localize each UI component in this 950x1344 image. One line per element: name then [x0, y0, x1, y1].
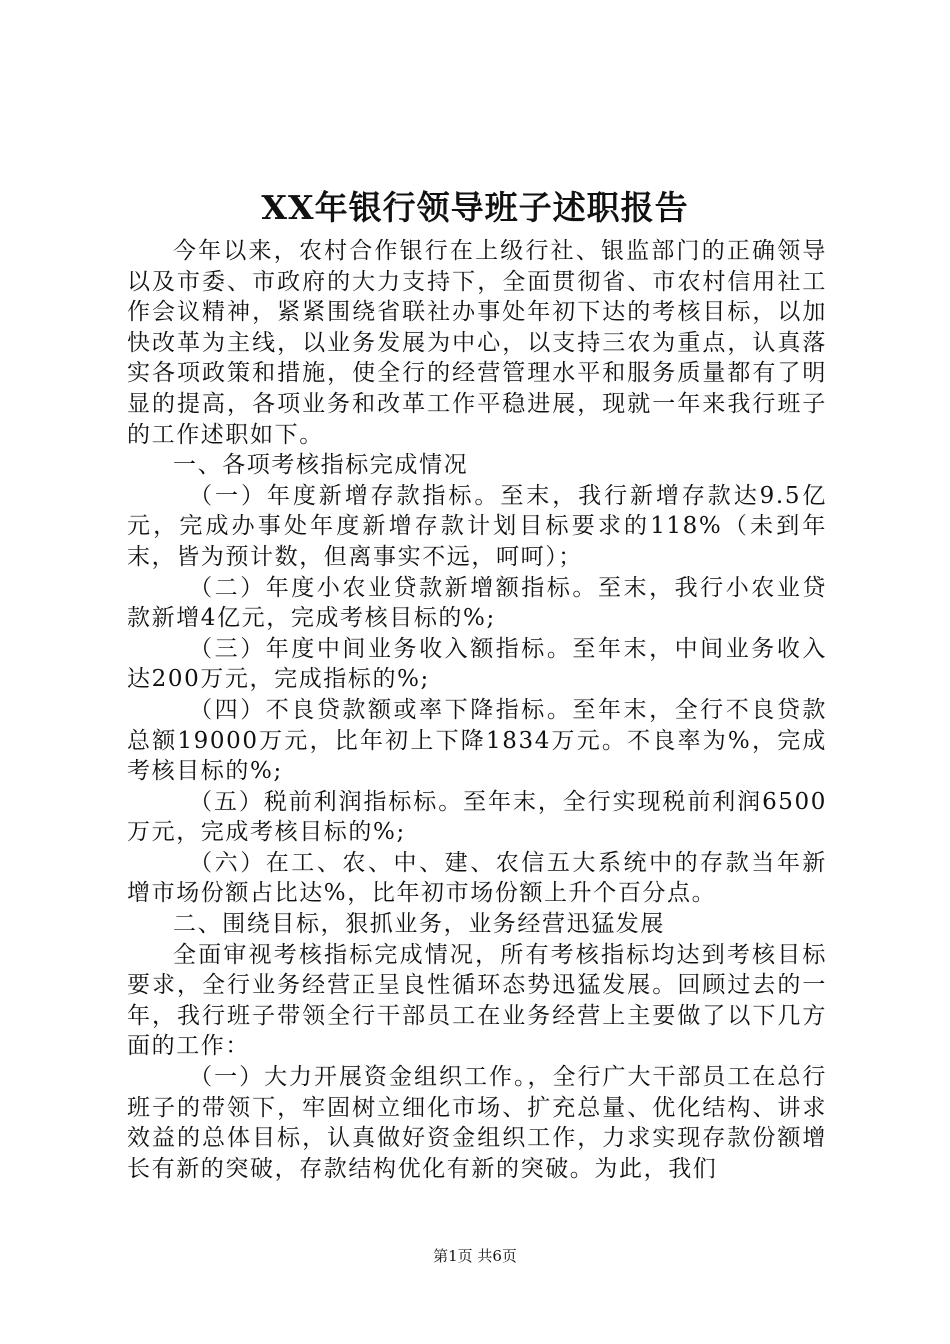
- page-number-footer: 第1页 共6页: [433, 1247, 517, 1265]
- document-body: [127, 236, 827, 1184]
- section-heading-2: 二、围绕目标，狠抓业务，业务经营迅猛发展: [173, 911, 665, 938]
- paragraph-intro: 今年以来，农村合作银行在上级行社、银监部门的正确领导以及市委、市政府的大力支持下，全面贯彻省、市农村信用社工作会议精神，紧紧围绕省联社办事处年初下达的考核目标，以加快改革为主线，以业务发展为中心，以支持三农为重点，认真落实各项政策和措施，使全行的经营管理水平和服务质量都有了明显的提高，各项业务和改革工作平稳进展，现就一年来我行班子的工作述职如下。: [127, 238, 827, 448]
- paragraph-review: 全面审视考核指标完成情况，所有考核指标均达到考核目标要求，全行业务经营正呈良性循环态势迅猛发展。回顾过去的一年，我行班子带领全行干部员工在业务经营上主要做了以下几方面的工作：: [127, 941, 827, 1060]
- paragraph-item-4: （四）不良贷款额或率下降指标。至年末，全行不良贷款总额19000万元，比年初上下降1834万元。不良率为%，完成考核目标的%;: [127, 696, 827, 785]
- paragraph-item-6: （六）在工、农、中、建、农信五大系统中的存款当年新增市场份额占比达%，比年初市场份额上升个百分点。: [127, 849, 827, 907]
- paragraph-fund-organization: （一）大力开展资金组织工作。，全行广大干部员工在总行班子的带领下，牢固树立细化市场、扩充总量、优化结构、讲求效益的总体目标，认真做好资金组织工作，力求实现存款份额增长有新的突破，存款结构优化有新的突破。为此，我们: [127, 1064, 827, 1182]
- paragraph-item-1: （一）年度新增存款指标。至末，我行新增存款达9.5亿元，完成办事处年度新增存款计划目标要求的118%（未到年末，皆为预计数，但离事实不远，呵呵）；: [127, 482, 827, 570]
- paragraph-item-5: （五）税前利润指标标。至年末，全行实现税前利润6500万元，完成考核目标的%;: [127, 788, 827, 846]
- section-heading-1: 一、各项考核指标完成情况: [173, 452, 469, 479]
- document-title: XX年银行领导班子述职报告: [261, 188, 689, 227]
- paragraph-item-3: （三）年度中间业务收入额指标。至年末，中间业务收入达200万元，完成指标的%;: [127, 635, 827, 693]
- paragraph-item-2: （二）年度小农业贷款新增额指标。至末，我行小农业贷款新增4亿元，完成考核目标的%;: [127, 574, 827, 632]
